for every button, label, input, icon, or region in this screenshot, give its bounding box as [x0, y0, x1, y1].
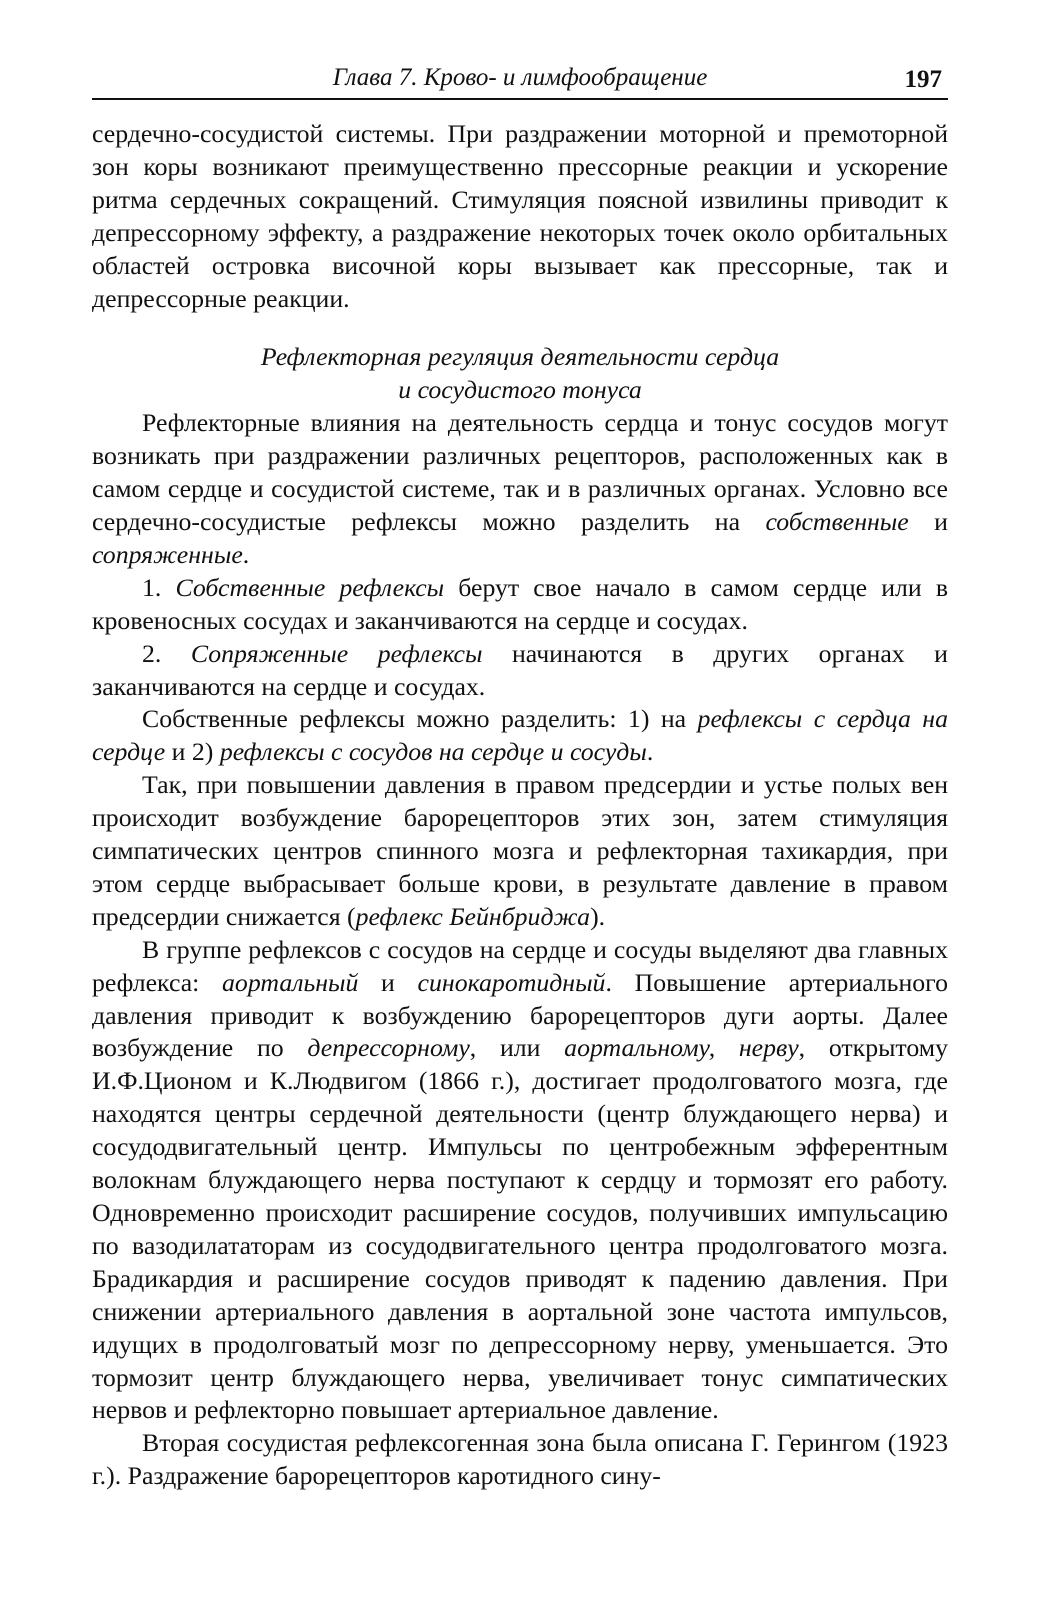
chapter-title: Глава 7. Крово- и лимфообращение [332, 64, 708, 91]
emphasis: рефлекс Бейнбриджа [355, 901, 591, 931]
emphasis: аортальному, нерву [564, 1033, 799, 1063]
paragraph [92, 769, 948, 934]
list-number: 1. [142, 572, 176, 602]
paragraph-continuation: сердечно-сосудистой системы. При раздражении моторной и премоторной зон коры возникают преимущественно прессорные реакции и ускорение ритма сердечных сокращений. Стимуляция поясной извилины приводит к депрессорному эффекту, а раздражение некоторых точек около орбитальных областей островка височной коры вызывает как прессорные, так и депрессорные реакции. [92, 119, 948, 313]
list-item [92, 572, 948, 638]
paragraph [92, 703, 948, 769]
section-heading [92, 341, 948, 407]
text-run: ). [590, 901, 606, 931]
paragraph [92, 934, 948, 1428]
text-run: начинаются в других органах и заканчиваются на сердце и сосудах. [92, 638, 948, 701]
text-run: берут свое начало в самом сердце или в кровеносных сосудах и заканчиваются на сердце и сосудах. [92, 572, 949, 635]
text-run: Рефлекторные влияния на деятельность сердца и тонус сосудов могут возникать при раздражении различных рецепторов, расположенных как в самом сердце и сосудистой системе, так и в различных органах. Условно все сердечно-сосудистые рефлексы можно разделить на [92, 408, 948, 536]
text-run: . Повышение артериального давления приводит к возбуждению барорецепторов дуги аорты. Далее возбуждение по [92, 967, 948, 1063]
emphasis: депрессорному [307, 1033, 470, 1063]
section-heading-line2: и сосудистого тонуса [398, 375, 642, 405]
paragraph: Вторая сосудистая рефлексогенная зона была описана Г. Герингом (1923 г.). Раздражение барорецепторов каротидного сину- [92, 1428, 948, 1491]
emphasis: Сопряженные рефлексы [190, 638, 483, 668]
page-number: 197 [904, 66, 942, 93]
text-run: , открытому И.Ф.Ционом и К.Людвигом (1866 г.), достигает продолговатого мозга, где находятся центры сердечной деятельности (центр блуждающего нерва) и сосудодвигательный центр. Импульсы по центробежным эфферентным волокнам блуждающего нерва поступают к сердцу и тормозят его работу. Одновременно происходит расширение сосудов, получивших импульсацию по вазодилататорам из сосудодвигательного центра продолговатого мозга. Брадикардия и расширение сосудов приводят к падению давления. При снижении артериального давления в аортальной зоне частота импульсов, идущих в продолговатый мозг по депрессорному нерву, уменьшается. Это тормозит центр блуждающего нерва, увеличивает тонус симпатических нервов и рефлекторно повышает артериальное давление. [92, 1033, 948, 1425]
text-run: В группе рефлексов с сосудов на сердце и сосуды выделяют два главных рефлекса: [92, 934, 948, 997]
text-run: и [908, 506, 948, 536]
page-body [92, 118, 948, 1493]
text-run: . [646, 737, 654, 767]
text-run: , или [469, 1033, 565, 1063]
section-heading-line1: Рефлекторная регуляция деятельности сердца [260, 342, 780, 372]
emphasis: сопряженные [92, 539, 243, 569]
emphasis: аортальный [222, 967, 359, 997]
list-item [92, 638, 948, 704]
emphasis: собственные [765, 506, 909, 536]
emphasis: Собственные рефлексы [175, 572, 445, 602]
text-run: Так, при повышении давления в правом предсердии и устье полых вен происходит возбуждение барорецепторов этих зон, затем стимуляция симпатических центров спинного мозга и рефлекторная тахикардия, при этом сердце выбрасывает больше крови, в результате давление в правом предсердии снижается ( [92, 770, 948, 931]
text-run: и 2) [165, 737, 220, 767]
running-header [92, 60, 948, 100]
emphasis: рефлексы с сердца на сердце [92, 704, 948, 767]
paragraph [92, 407, 948, 572]
emphasis: рефлексы с сосудов на сердце и сосуды [219, 737, 647, 767]
text-run: и [358, 967, 418, 997]
emphasis: синокаротидный [417, 967, 606, 997]
text-run: Собственные рефлексы можно разделить: 1) на [142, 704, 698, 734]
text-run: . [242, 539, 250, 569]
list-number: 2. [142, 638, 191, 668]
